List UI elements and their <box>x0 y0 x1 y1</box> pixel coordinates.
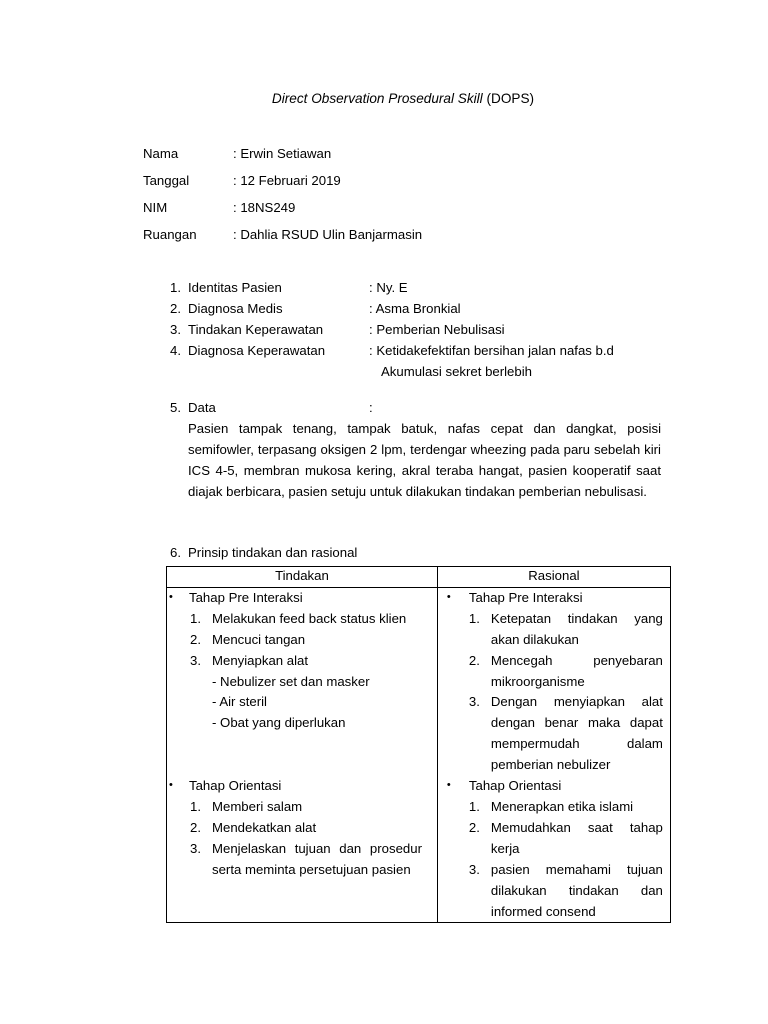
word: Mencegah <box>490 653 553 668</box>
alat-item: - Nebulizer set dan masker <box>212 674 370 689</box>
bullet-icon: • <box>446 779 451 791</box>
alat-item: - Obat yang diperlukan <box>212 715 346 730</box>
word: tahap <box>629 820 663 835</box>
list-item-number: 3. <box>190 653 201 668</box>
list-item-value: : Asma Bronkial <box>369 301 461 316</box>
list-item-continued: akan dilakukan <box>490 632 579 647</box>
word: tujuan <box>626 862 663 877</box>
info-value-nama: : Erwin Setiawan <box>233 146 332 161</box>
tindakan-ori-title: Tahap Orientasi <box>189 778 282 793</box>
word: benar <box>544 715 579 730</box>
list-item-continued: serta meminta persetujuan pasien <box>212 862 411 877</box>
table-header-row <box>167 567 671 588</box>
rasional-pre-title: Tahap Pre Interaksi <box>468 590 583 605</box>
list-item: Menerapkan etika islami <box>490 799 634 814</box>
list-item-continued: mikroorganisme <box>490 674 585 689</box>
list-item-continued: pemberian nebulizer <box>490 757 611 772</box>
info-value-nim: : 18NS249 <box>233 200 296 215</box>
info-label-nama: Nama <box>143 146 179 161</box>
word: memahami <box>545 862 611 877</box>
data-colon: : <box>369 400 373 415</box>
list-item-value-continued: Akumulasi sekret berlebih <box>381 364 532 379</box>
word: dengan <box>490 715 535 730</box>
list-item-number: 1. <box>190 611 201 626</box>
prinsip-number: 6. <box>170 545 181 560</box>
data-paragraph: Pasien tampak tenang, tampak batuk, nafas cepat dan dangkat, posisi semifowler, terpasang oksigen 2 lpm, terdengar wheezing pada paru sebelah kiri ICS 4-5, membran mukosa kering, akral teraba hangat, pasien kooperatif saat diajak berbicara, pasien setuju untuk dilakukan tindakan pemberian nebulisasi. <box>188 421 661 499</box>
list-item-number: 2. <box>190 820 201 835</box>
word: maka <box>587 715 621 730</box>
list-item-number: 2. <box>170 301 181 316</box>
word: dan <box>640 883 663 898</box>
prinsip-table <box>166 566 671 923</box>
list-item-justified <box>491 883 663 898</box>
bullet-icon: • <box>169 591 173 603</box>
list-item-justified <box>491 694 663 709</box>
word: saat <box>587 820 613 835</box>
list-item-justified <box>491 611 663 626</box>
word: dapat <box>629 715 663 730</box>
data-label: Data <box>188 400 216 415</box>
info-value-ruangan: : Dahlia RSUD Ulin Banjarmasin <box>233 227 423 242</box>
word: Dengan <box>490 694 538 709</box>
rasional-cell <box>437 588 670 923</box>
info-label-ruangan: Ruangan <box>143 227 197 242</box>
list-item-justified <box>491 653 663 668</box>
list-item-number: 3. <box>468 694 480 709</box>
list-item-label: Diagnosa Medis <box>188 301 283 316</box>
word: mempermudah <box>490 736 580 751</box>
word: Menjelaskan <box>212 841 287 856</box>
alat-item: - Air steril <box>212 694 267 709</box>
word: tindakan <box>567 611 618 626</box>
list-item: Mencuci tangan <box>212 632 306 647</box>
info-label-nim: NIM <box>143 200 168 215</box>
word: yang <box>634 611 663 626</box>
title-suffix: (DOPS) <box>482 91 535 106</box>
list-item-justified <box>491 715 663 730</box>
bullet-icon: • <box>169 779 173 791</box>
header-tindakan: Tindakan <box>167 567 438 588</box>
word: dan <box>339 841 362 856</box>
list-item-justified <box>491 862 663 877</box>
list-item-number: 4. <box>170 343 181 358</box>
document-title <box>0 91 768 106</box>
list-item-value: : Ketidakefektifan bersihan jalan nafas b.d <box>369 343 614 358</box>
word: dilakukan <box>490 883 547 898</box>
list-item: Memberi salam <box>212 799 303 814</box>
list-item-label: Identitas Pasien <box>188 280 282 295</box>
list-item-number: 2. <box>468 653 480 668</box>
list-item-number: 1. <box>190 799 201 814</box>
list-item: Mendekatkan alat <box>212 820 317 835</box>
word: alat <box>641 694 663 709</box>
list-item-number: 3. <box>190 841 201 856</box>
tindakan-pre-title: Tahap Pre Interaksi <box>189 590 303 605</box>
list-item-justified <box>491 736 663 751</box>
list-item-number: 2. <box>468 820 480 835</box>
word: Ketepatan <box>490 611 552 626</box>
list-item: Melakukan feed back status klien <box>212 611 407 626</box>
list-item: Menyiapkan alat <box>212 653 309 668</box>
word: penyebaran <box>593 653 663 668</box>
list-item-number: 1. <box>468 611 480 626</box>
list-item-label: Diagnosa Keperawatan <box>188 343 326 358</box>
word: pasien <box>490 862 530 877</box>
title-italic: Direct Observation Prosedural Skill <box>271 91 483 106</box>
table-row <box>167 588 671 923</box>
word: tujuan <box>294 841 331 856</box>
list-item-number: 2. <box>190 632 201 647</box>
list-item-justified <box>491 820 663 835</box>
bullet-icon: • <box>446 591 451 603</box>
list-item-number: 1. <box>170 280 181 295</box>
list-item-value: : Pemberian Nebulisasi <box>369 322 505 337</box>
list-item-number: 3. <box>170 322 181 337</box>
list-item-number: 3. <box>468 862 480 877</box>
prinsip-label: Prinsip tindakan dan rasional <box>188 545 358 560</box>
info-label-tanggal: Tanggal <box>143 173 190 188</box>
list-item-justified <box>212 841 422 856</box>
data-number: 5. <box>170 400 181 415</box>
info-value-tanggal: : 12 Februari 2019 <box>233 173 341 188</box>
list-item-number: 1. <box>468 799 480 814</box>
list-item-value: : Ny. E <box>369 280 408 295</box>
list-item-continued: informed consend <box>490 904 596 919</box>
word: Memudahkan <box>490 820 571 835</box>
word: tindakan <box>568 883 619 898</box>
tindakan-cell <box>167 588 438 923</box>
word: prosedur <box>369 841 422 856</box>
rasional-ori-title: Tahap Orientasi <box>468 778 562 793</box>
word: dalam <box>626 736 663 751</box>
list-item-continued: kerja <box>490 841 520 856</box>
header-rasional: Rasional <box>437 567 670 588</box>
list-item-label: Tindakan Keperawatan <box>188 322 324 337</box>
word: menyiapkan <box>553 694 625 709</box>
